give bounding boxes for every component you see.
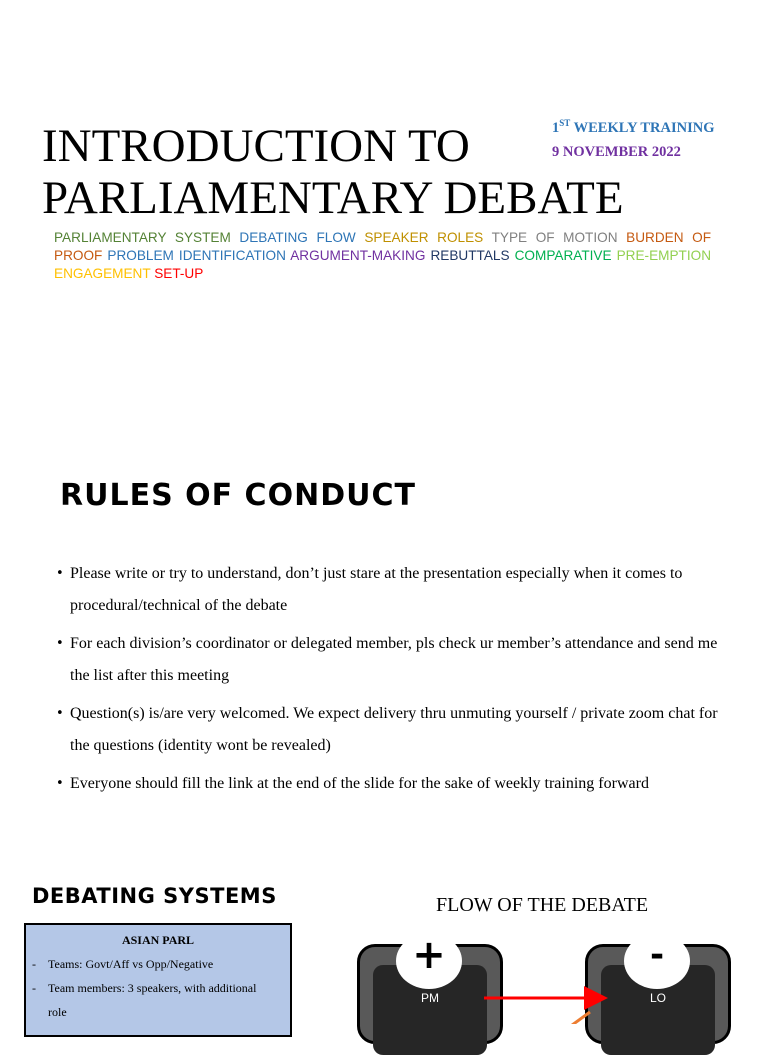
topic-item: COMPARATIVE bbox=[514, 248, 612, 263]
opposition-seat bbox=[585, 935, 731, 1044]
topic-item: TYPE OF MOTION bbox=[491, 230, 618, 245]
title-slide bbox=[0, 0, 768, 430]
title-line-1: INTRODUCTION TO bbox=[42, 120, 470, 172]
topic-item: DEBATING FLOW bbox=[239, 230, 356, 245]
rule-item: • For each division’s coordinator or delegated member, pls check ur member’s attendance and send me the list after this meeting bbox=[56, 628, 728, 692]
rules-list bbox=[56, 558, 728, 806]
flow-title: FLOW OF THE DEBATE bbox=[436, 894, 649, 916]
training-number: 1 bbox=[552, 120, 560, 136]
rule-item: • Everyone should fill the link at the end of the slide for the sake of weekly training forward bbox=[56, 768, 728, 800]
topic-item: PARLIAMENTARY SYSTEM bbox=[54, 230, 231, 245]
asian-parl-box bbox=[24, 923, 292, 1037]
topic-item: PROBLEM IDENTIFICATION bbox=[107, 248, 286, 263]
topic-item: ARGUMENT-MAKING bbox=[290, 248, 426, 263]
rule-item: • Please write or try to understand, don’t just stare at the presentation especially when it comes to procedural/technical of the debate bbox=[56, 558, 728, 622]
topic-item: REBUTTALS bbox=[430, 248, 510, 263]
pm-label: PM bbox=[421, 991, 439, 1005]
lo-label: LO bbox=[649, 991, 666, 1005]
topic-item: PRE-EMPTION bbox=[616, 248, 712, 263]
box-item: - Teams: Govt/Aff vs Opp/Negative bbox=[26, 952, 290, 976]
government-seat bbox=[357, 932, 503, 1044]
minus-icon: - bbox=[624, 933, 690, 989]
box-item: - Team members: 3 speakers, with additional role bbox=[26, 976, 290, 1024]
topic-item: BURDEN OF PROOF bbox=[54, 230, 711, 263]
training-date: 9 NOVEMBER 2022 bbox=[552, 144, 681, 160]
training-rest: WEEKLY TRAINING bbox=[570, 120, 715, 136]
systems-heading: DEBATING SYSTEMS bbox=[32, 884, 277, 908]
topic-item: SPEAKER ROLES bbox=[364, 230, 484, 245]
topic-item: ENGAGEMENT bbox=[54, 266, 151, 281]
title-line-2: PARLIAMENTARY DEBATE bbox=[42, 172, 624, 224]
plus-icon: + bbox=[396, 933, 462, 989]
slide-title bbox=[42, 120, 624, 224]
debating-systems-slide bbox=[0, 856, 768, 1024]
rule-item: • Question(s) is/are very welcomed. We expect delivery thru unmuting yourself / private zoom chat for the questions (identity wont be revealed) bbox=[56, 698, 728, 762]
box-list bbox=[26, 952, 290, 1024]
box-title: ASIAN PARL bbox=[121, 933, 195, 947]
topic-item: SET-UP bbox=[154, 266, 204, 281]
rules-slide bbox=[0, 440, 768, 840]
topics-list bbox=[54, 229, 711, 283]
training-suffix: ST bbox=[559, 118, 571, 129]
rules-heading: RULES OF CONDUCT bbox=[60, 478, 416, 513]
training-label bbox=[552, 120, 715, 137]
